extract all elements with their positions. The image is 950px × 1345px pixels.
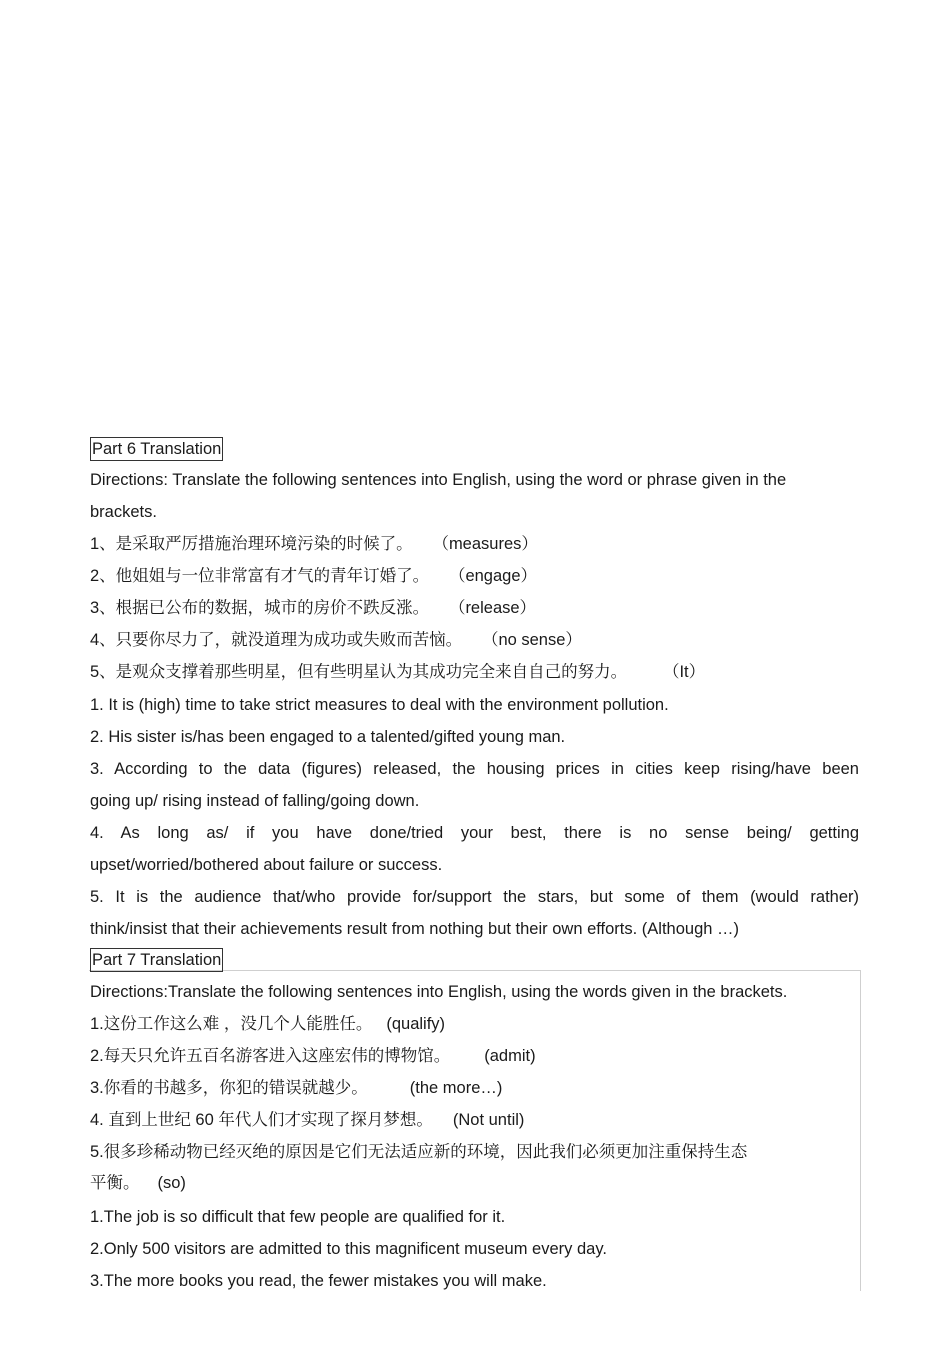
part7-question-4 bbox=[90, 1109, 524, 1131]
part6-answer-5-line2: think/insist that their achievements result from nothing but their own efforts. (Although …) bbox=[90, 920, 740, 938]
question-text: 2、他姐姐与一位非常富有才气的青年订婚了。 bbox=[90, 567, 430, 585]
part6-answer-3-line2: going up/ rising instead of falling/going down. bbox=[90, 792, 420, 810]
question-text: 1.这份工作这么难 ，没几个人能胜任。 bbox=[90, 1015, 373, 1033]
part6-directions-line2: brackets. bbox=[90, 503, 157, 521]
question-hint: （measures） bbox=[440, 535, 538, 553]
question-text: 平衡。 bbox=[90, 1174, 140, 1192]
part7-question-1 bbox=[90, 1013, 445, 1035]
part7-question-5-line1: 5.很多珍稀动物已经灭绝的原因是它们无法适应新的环境，因此我们必须更加注重保持生态 bbox=[90, 1143, 748, 1161]
part6-answer-1: 1. It is (high) time to take strict measures to deal with the environment pollution. bbox=[90, 696, 669, 714]
part7-answer-2: 2.Only 500 visitors are admitted to this magnificent museum every day. bbox=[90, 1240, 607, 1258]
part7-title: Part 7 Translation bbox=[90, 948, 223, 972]
part6-answer-4-line1: 4. As long as/ if you have done/tried your best, there is no sense being/ getting bbox=[90, 824, 859, 842]
part7-answer-1: 1.The job is so difficult that few people are qualified for it. bbox=[90, 1208, 506, 1226]
part6-question-5 bbox=[90, 661, 705, 683]
question-hint: （release） bbox=[457, 599, 537, 617]
question-hint: （It） bbox=[671, 663, 706, 681]
question-text: 4、只要你尽力了，就没道理为成功或失败而苦恼。 bbox=[90, 631, 463, 649]
question-hint: (the more…) bbox=[409, 1079, 503, 1097]
part6-answer-3-line1: 3. According to the data (figures) released, the housing prices in cities keep rising/have been bbox=[90, 760, 859, 778]
part7-directions: Directions:Translate the following sentences into English, using the words given in the brackets. bbox=[90, 983, 788, 1001]
part7-question-2 bbox=[90, 1045, 536, 1067]
question-text: 5、是观众支撑着那些明星，但有些明星认为其成功完全来自自己的努力。 bbox=[90, 663, 628, 681]
question-text: 2.每天只允许五百名游客进入这座宏伟的博物馆。 bbox=[90, 1047, 451, 1065]
question-text: 4. 直到上世纪 60 年代人们才实现了探月梦想。 bbox=[90, 1111, 433, 1129]
question-text: 3.你看的书越多，你犯的错误就越少。 bbox=[90, 1079, 368, 1097]
question-hint: （engage） bbox=[457, 567, 537, 585]
part6-question-4 bbox=[90, 629, 582, 651]
part6-directions-line1: Directions: Translate the following sentences into English, using the word or phrase given in the bbox=[90, 471, 787, 489]
part6-question-3 bbox=[90, 597, 536, 619]
question-hint: (so) bbox=[157, 1174, 186, 1192]
part6-answer-5-line1: 5. It is the audience that/who provide for/support the stars, but some of them (would rather) bbox=[90, 888, 859, 906]
question-text: 1、是采取严厉措施治理环境污染的时候了。 bbox=[90, 535, 413, 553]
part6-title: Part 6 Translation bbox=[90, 437, 223, 461]
question-hint: (qualify) bbox=[386, 1015, 446, 1033]
question-hint: (Not until) bbox=[452, 1111, 525, 1129]
part6-question-1 bbox=[90, 533, 538, 555]
question-hint: (admit) bbox=[484, 1047, 536, 1065]
question-text: 3、根据已公布的数据，城市的房价不跌反涨。 bbox=[90, 599, 430, 617]
part7-question-5-line2 bbox=[90, 1172, 186, 1194]
part6-answer-4-line2: upset/worried/bothered about failure or success. bbox=[90, 856, 443, 874]
part6-question-2 bbox=[90, 565, 537, 587]
part7-answer-3: 3.The more books you read, the fewer mistakes you will make. bbox=[90, 1272, 547, 1290]
part7-question-3 bbox=[90, 1077, 502, 1099]
part6-answer-2: 2. His sister is/has been engaged to a talented/gifted young man. bbox=[90, 728, 566, 746]
question-hint: （no sense） bbox=[490, 631, 582, 649]
